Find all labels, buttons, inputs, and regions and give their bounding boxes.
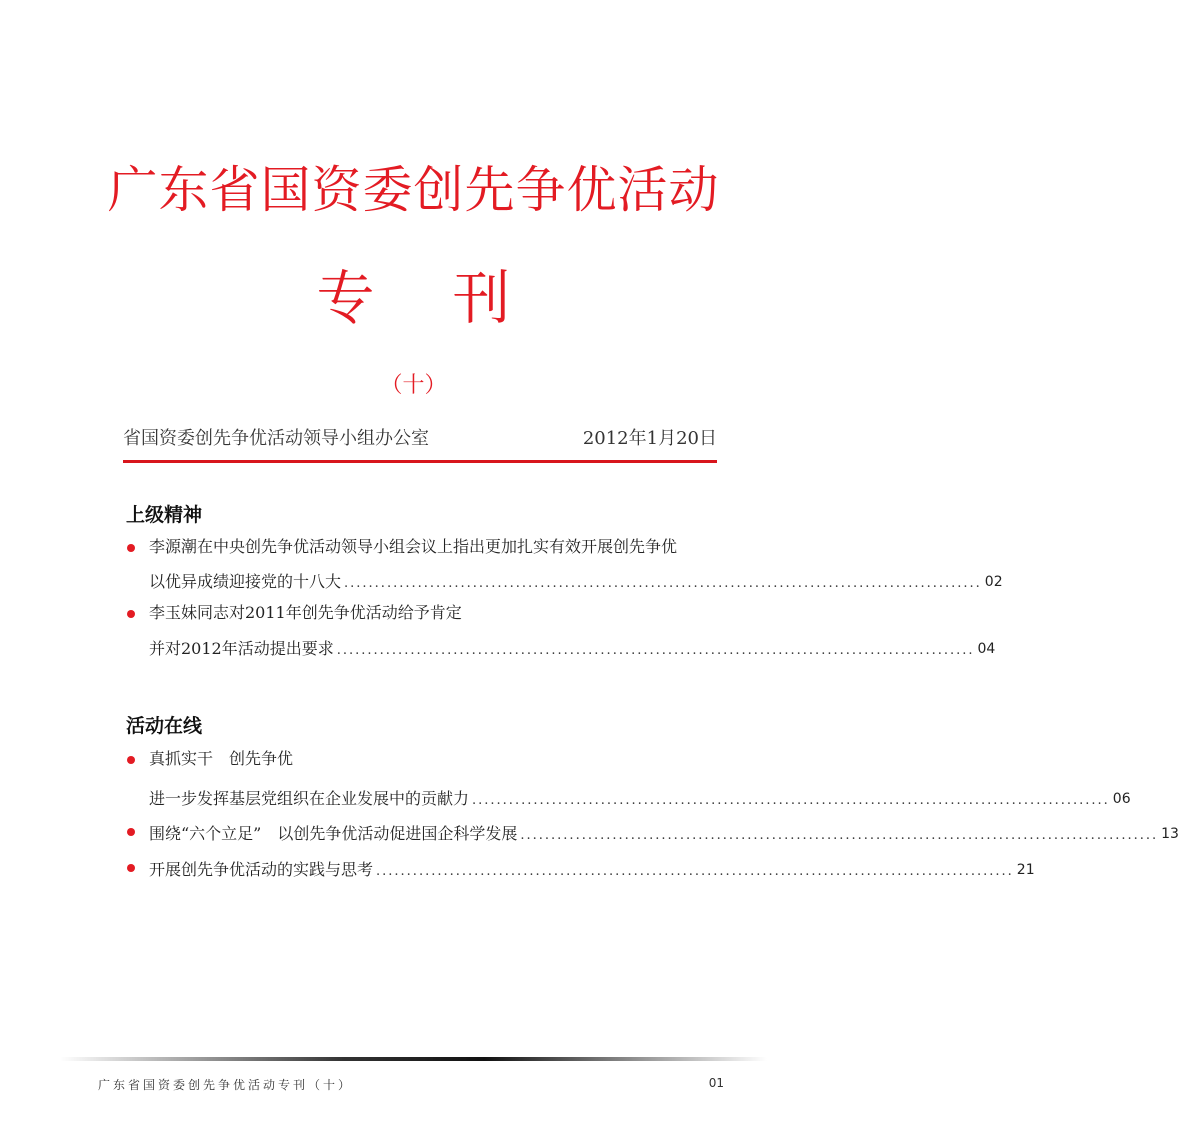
toc-entry-title: 李玉妹同志对2011年创先争优活动给予肯定 bbox=[149, 603, 462, 622]
leader-dots: ........................................................................................................ bbox=[472, 793, 1110, 808]
bullet-icon bbox=[127, 864, 135, 872]
toc-entry-title: 开展创先争优活动的实践与思考 bbox=[149, 860, 374, 879]
leader-dots: ........................................................................................................ bbox=[344, 576, 982, 591]
bullet-icon bbox=[127, 756, 135, 764]
publisher-line bbox=[123, 424, 717, 454]
header-divider bbox=[123, 460, 717, 463]
leader-dots: ........................................................................................................ bbox=[520, 828, 1159, 843]
leader-dots: ........................................................................................................ bbox=[336, 643, 975, 658]
toc-entry-line[interactable] bbox=[149, 571, 1003, 593]
toc-entry-title: 并对2012年活动提出要求 bbox=[149, 639, 334, 658]
toc-entry-title: 围绕“六个立足” 以创先争优活动促进国企科学发展 bbox=[149, 824, 518, 843]
main-title: 广东省国资委创先争优活动 bbox=[107, 161, 720, 219]
toc-page-number: 04 bbox=[977, 641, 996, 657]
toc-page-number: 13 bbox=[1161, 826, 1179, 842]
toc-entry-line[interactable] bbox=[149, 602, 717, 624]
footer-page-number: 01 bbox=[708, 1076, 724, 1090]
toc-entry-line[interactable] bbox=[149, 536, 717, 558]
toc-entry-title: 进一步发挥基层党组织在企业发展中的贡献力 bbox=[149, 789, 470, 808]
bullet-icon bbox=[127, 828, 135, 836]
toc-entry-line[interactable] bbox=[149, 823, 1179, 845]
section-heading: 活动在线 bbox=[126, 715, 203, 737]
toc-entry-line[interactable] bbox=[149, 788, 1131, 810]
publish-date: 2012年1月20日 bbox=[582, 428, 717, 449]
organization-name: 省国资委创先争优活动领导小组办公室 bbox=[123, 428, 429, 449]
toc-page-number: 02 bbox=[984, 574, 1003, 590]
toc-entry-line[interactable] bbox=[149, 859, 1035, 881]
toc-entry-title: 以优异成绩迎接党的十八大 bbox=[149, 572, 342, 591]
footer-title: 广东省国资委创先争优活动专刊（十） bbox=[98, 1078, 354, 1092]
bullet-icon bbox=[127, 544, 135, 552]
footer-divider bbox=[60, 1057, 767, 1061]
toc-page-number: 21 bbox=[1016, 862, 1035, 878]
toc-entry-line[interactable] bbox=[149, 638, 996, 660]
bullet-icon bbox=[127, 610, 135, 618]
toc-entry-title: 真抓实干 创先争优 bbox=[149, 749, 294, 768]
toc-entry-line[interactable] bbox=[149, 748, 717, 770]
leader-dots: ........................................................................................................ bbox=[376, 864, 1014, 879]
toc-entry-title: 李源潮在中央创先争优活动领导小组会议上指出更加扎实有效开展创先争优 bbox=[149, 537, 678, 556]
sub-title: 专刊 bbox=[316, 264, 589, 332]
issue-number: （十） bbox=[380, 373, 447, 398]
section-heading: 上级精神 bbox=[126, 504, 203, 526]
toc-page-number: 06 bbox=[1112, 791, 1131, 807]
